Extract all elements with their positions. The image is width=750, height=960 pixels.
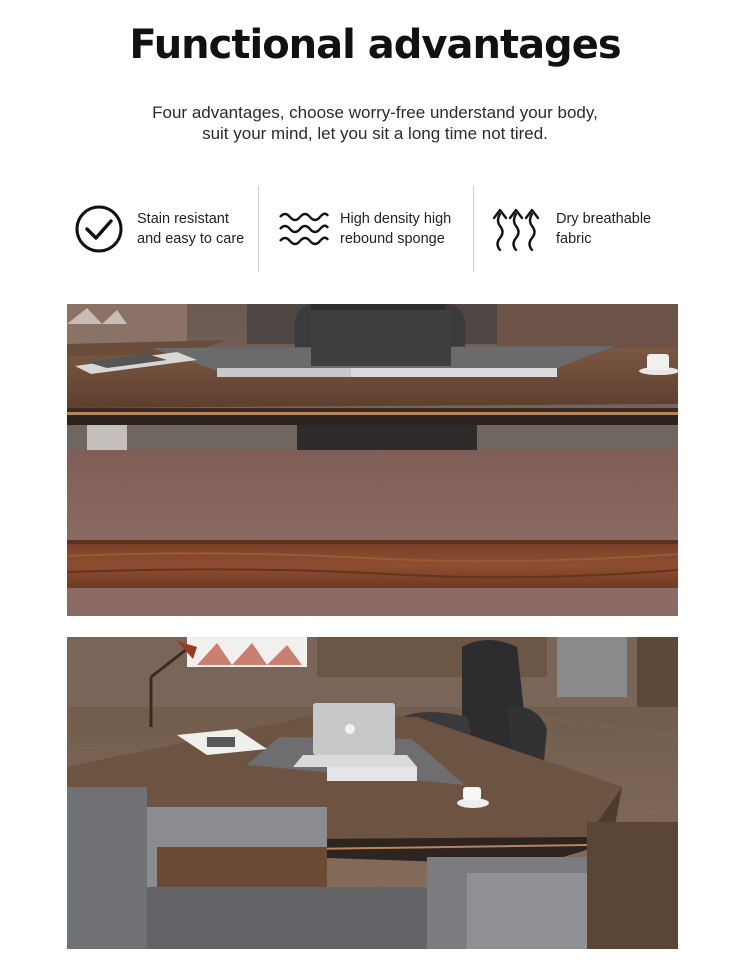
feature-label: Dry breathable fabric — [556, 211, 652, 247]
wave-lines-icon — [278, 209, 330, 249]
subtitle-line-2: suit your mind, let you sit a long time not tired. — [202, 124, 548, 143]
subtitle-line-1: Four advantages, choose worry-free understand your body, — [152, 103, 598, 122]
feature-row — [70, 186, 680, 272]
feature-divider — [473, 186, 474, 272]
page-subtitle — [0, 102, 750, 144]
feature-label: High density high rebound sponge — [340, 211, 452, 247]
feature-label: Stain resistant and easy to care — [137, 211, 245, 247]
office-desk-with-chair-photo — [67, 637, 678, 949]
page-title: Functional advantages — [129, 22, 621, 68]
check-circle-icon — [74, 204, 124, 254]
breathable-arrows-icon — [490, 204, 542, 254]
feature-sponge — [278, 186, 451, 272]
desk-closeup-photo — [67, 304, 678, 616]
feature-divider — [258, 186, 259, 272]
feature-stain-resistant — [74, 186, 244, 272]
feature-breathable — [490, 186, 651, 272]
